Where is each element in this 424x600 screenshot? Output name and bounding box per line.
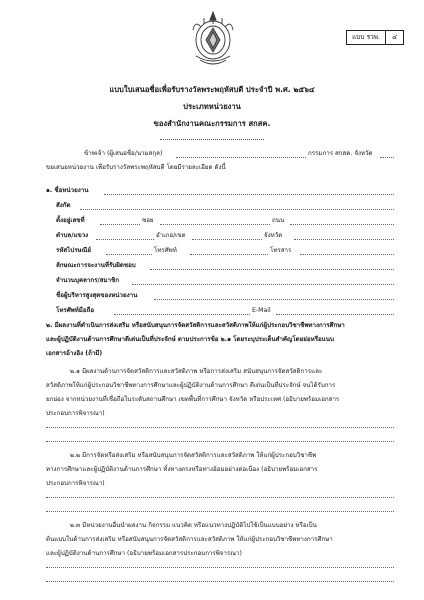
fax-field[interactable] xyxy=(300,254,394,255)
phone-label: โทรศัพท์ xyxy=(154,247,177,254)
province-field[interactable] xyxy=(294,239,394,240)
item22-answer-line-1[interactable] xyxy=(46,497,394,498)
subdistrict-field[interactable] xyxy=(96,239,154,240)
item21-line-4: ประกอบการพิจารณา) xyxy=(46,410,105,417)
subdistrict-label: ตำบล/แขวง xyxy=(56,232,89,239)
province-committee-field[interactable] xyxy=(380,157,394,158)
section2-line-3: เอกสารอ้างอิง (ถ้ามี) xyxy=(46,350,103,357)
address-field[interactable] xyxy=(100,224,140,225)
item21-line-3: ยกย่อง จากหน่วยงานที่เชื่อถือในระดับสถานศึกษา เขตพื้นที่การศึกษา จังหวัด หรือประเทศ (อธิบายพร้อมเอกสาร xyxy=(46,396,340,403)
road-field[interactable] xyxy=(290,224,394,225)
item22-answer-line-2[interactable] xyxy=(46,511,394,512)
postcode-field[interactable] xyxy=(106,254,152,255)
section2-heading: ๒. มีผลงานที่ดำเนินการส่งเสริม หรือสนับสนุนการจัดสวัสดิการและสวัสดิภาพให้แก่ผู้ประกอบวิชาชีพทางการศึกษา xyxy=(46,322,345,329)
emblem-logo xyxy=(190,10,236,68)
mobile-field[interactable] xyxy=(114,314,250,315)
fax-label: โทรสาร xyxy=(270,247,292,254)
road-label: ถนน xyxy=(272,217,285,224)
item21-line-2: สวัสดิภาพให้แก่ผู้ประกอบวิชาชีพทางการศึกษาและผู้ปฏิบัติงานด้านการศึกษา ดีเด่นเป็นที่ประจักษ์ จนได้รับการ xyxy=(46,382,336,389)
item23-answer-line-1[interactable] xyxy=(46,567,394,568)
soi-label: ซอย xyxy=(142,217,154,224)
email-field[interactable] xyxy=(276,314,394,315)
item21-answer-line-2[interactable] xyxy=(46,441,394,442)
item21-line-1: ๒.๑ มีผลงานด้านการจัดสวัสดิการและสวัสดิภาพ หรือการส่งเสริม สนับสนุนการจัดสวัสดิการและ xyxy=(70,368,323,375)
intro-proposer: ข้าพเจ้า (ผู้เสนอชื่อ/นามสกุล) xyxy=(84,150,163,157)
title-line-3: ของสำนักงานคณะกรรมการ สกสค. xyxy=(153,119,271,128)
staff-label: จำนวนบุคลากร/สมาชิก xyxy=(56,277,119,284)
title-separator xyxy=(160,139,264,140)
item22-line-1: ๒.๒ มีการจัดหรือส่งเสริม หรือสนับสนุนการจัดสวัสดิการและสวัสดิภาพ ให้แก่ผู้ประกอบวิชาชีพ xyxy=(70,452,317,459)
district-field[interactable] xyxy=(192,239,262,240)
head-field[interactable] xyxy=(154,299,394,300)
item23-line-3: และผู้ปฏิบัติงานด้านการศึกษา (อธิบายพร้อมเอกสารประกอบการพิจารณา) xyxy=(46,550,242,557)
affiliation-field[interactable] xyxy=(80,209,394,210)
mobile-label: โทรศัพท์มือถือ xyxy=(56,307,95,314)
province-label: จังหวัด xyxy=(264,232,283,239)
section2-line-2: และผู้ปฏิบัติงานด้านการศึกษาดีเด่นเป็นที่ประจักษ์ ตามประการข้อ ๒.๑ โดยระบุประเด็นสำคัญโดยย่อหรือแนบ xyxy=(46,336,334,343)
item23-answer-line-2[interactable] xyxy=(46,581,394,582)
form-code-number: ๔ xyxy=(385,31,403,44)
postcode-label: รหัสไปรษณีย์ xyxy=(56,247,91,254)
address-label: ตั้งอยู่เลขที่ xyxy=(56,217,85,224)
form-code-box xyxy=(346,30,404,45)
item22-line-2: ทางการศึกษาและผู้ปฏิบัติงานด้านการศึกษา ทั้งทางตรงหรือทางอ้อมอย่างต่อเนื่อง (อธิบายพร้อมเอกสาร xyxy=(46,466,318,473)
proposer-name-field[interactable] xyxy=(176,157,306,158)
email-label: E-Mail xyxy=(252,307,271,314)
intro-statement: ขอเสนอหน่วยงาน เพื่อรับรางวัลพระพฤหัสบดี โดยมีรายละเอียด ดังนี้ xyxy=(46,164,226,171)
soi-field[interactable] xyxy=(160,224,270,225)
item22-line-3: ประกอบการพิจารณา) xyxy=(46,480,105,487)
item21-answer-line-1[interactable] xyxy=(46,427,394,428)
form-code-label: แบบ รวพ. xyxy=(352,33,381,41)
nature-field[interactable] xyxy=(150,269,394,270)
section1-heading: ๑. ชื่อหน่วยงาน xyxy=(46,187,89,194)
item23-line-1: ๒.๓ มีหน่วยงานอื่นนำผลงาน กิจกรรม แนวคิด หรือแนวทางปฏิบัติไปใช้เป็นแบบอย่าง หรือเป็น xyxy=(70,522,317,529)
nature-label: ลักษณะการจะงานที่รับผิดชอบ xyxy=(56,262,136,269)
phone-field[interactable] xyxy=(190,254,268,255)
head-label: ชื่อผู้บริหารสูงสุดของหน่วยงาน xyxy=(56,292,138,299)
item23-line-2: ต้นแบบในด้านการส่งเสริม หรือสนับสนุนการจัดสวัสดิการและสวัสดิภาพ ให้แก่ผู้ประกอบวิชาชีพทางการศึกษา xyxy=(46,536,333,543)
title-line-1: แบบใบเสนอชื่อเพื่อรับรางวัลพระพฤหัสบดี ประจำปี พ.ศ. ๒๕๖๔ xyxy=(109,85,315,94)
org-name-field[interactable] xyxy=(104,194,394,195)
staff-field[interactable] xyxy=(132,284,394,285)
district-label: อำเภอ/เขต xyxy=(156,232,186,239)
title-line-2: ประเภทหน่วยงาน xyxy=(183,102,241,111)
intro-committee: กรรมการ สกสค. จังหวัด xyxy=(308,150,373,157)
affiliation-label: สังกัด xyxy=(56,202,71,209)
